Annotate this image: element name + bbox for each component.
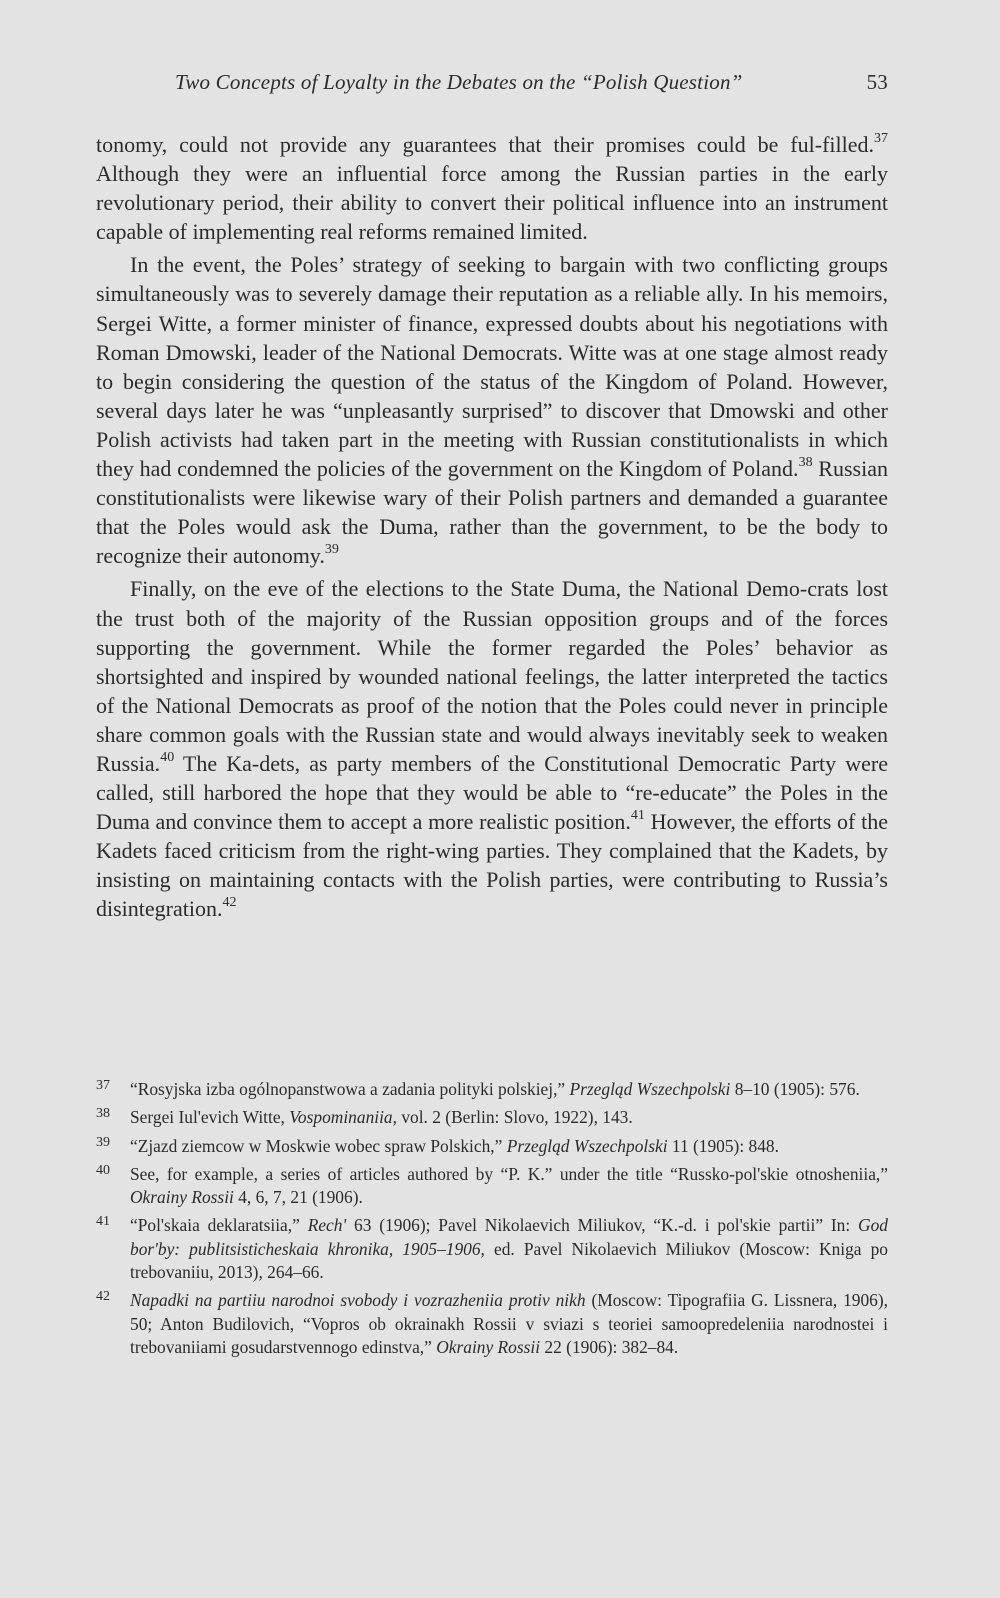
page-number: 53 xyxy=(866,70,888,94)
footnote-title: God bor'by: publitsisticheskaia khronika, 1905–1906, xyxy=(130,1215,888,1259)
paragraph-3 xyxy=(96,574,888,923)
paragraph-text: Russian constitutionalists were likewise wary of their Polish partners and demanded a guarantee that the Poles would ask the Duma, rather than the government, to be the body to recognize their autonomy. xyxy=(96,456,888,569)
footnote-text: “Rosyjska izba ogólnopanstwowa a zadania polityki polskiej,” xyxy=(130,1079,570,1099)
footnote-text: “Zjazd ziemcow w Moskwie wobec spraw Polskich,” xyxy=(130,1135,507,1156)
footnote-text: “Pol'skaia deklaratsiia,” xyxy=(130,1215,308,1236)
footnote-number: 40 xyxy=(96,1162,110,1178)
paragraph-text: tonomy, could not provide any guarantees that their promises could be ful-filled. xyxy=(96,132,874,157)
paragraph-text: In the event, the Poles’ strategy of seeking to bargain with two conflicting groups simultaneously was to severely damage their reputation as a reliable ally. In his memoirs, Sergei Witte, a former minister of finance, expressed doubts about his negotiations with Roman Dmowski, leader of the National Democrats. Witte was at one stage almost ready to begin considering the question of the status of the Kingdom of Poland. However, several days later he was “unpleasantly surprised” to discover that Dmowski and other Polish activists had taken part in the meeting with Russian constitutionalists in which they had condemned the policies of the government on the Kingdom of Poland. xyxy=(96,252,888,482)
footnote-text: 8–10 (1905): 576. xyxy=(730,1079,860,1099)
footnote-ref-38: 38 xyxy=(798,454,813,470)
footnote-text: ed. Pavel Nikolaevich Miliukov (Moscow: Kniga po trebovaniiu, 2013), 264–66. xyxy=(130,1238,888,1283)
footnote-text: 63 (1906); Pavel Nikolaevich Miliukov, “K.-d. i pol'skie partii” In: xyxy=(346,1215,859,1236)
footnote-title: Okrainy Rossii xyxy=(130,1187,234,1208)
footnote-ref-37: 37 xyxy=(874,130,888,146)
paragraph-1 xyxy=(96,130,888,246)
footnote-number: 42 xyxy=(96,1289,110,1305)
footnote-37 xyxy=(96,1078,888,1101)
footnote-41 xyxy=(96,1214,888,1284)
footnote-title: Napadki na partiiu narodnoi svobody i vozrazheniia protiv nikh xyxy=(130,1290,586,1311)
paragraph-2 xyxy=(96,250,888,570)
footnote-38 xyxy=(96,1106,888,1129)
footnote-text: 4, 6, 7, 21 (1906). xyxy=(233,1187,363,1208)
paragraph-text: The Ka-dets, as party members of the Constitutional Democratic Party were called, still harbored the hope that they would be able to “re-educate” the Poles in the Duma and convince them to accept a more realistic position. xyxy=(96,750,888,835)
footnote-title: Przegląd Wszechpolski xyxy=(569,1079,731,1099)
footnote-text: 11 (1905): 848. xyxy=(667,1135,779,1156)
footnote-ref-41: 41 xyxy=(630,807,645,823)
footnote-42 xyxy=(96,1289,888,1359)
footnote-number: 38 xyxy=(96,1106,110,1122)
running-title: Two Concepts of Loyalty in the Debates on the “Polish Question” xyxy=(175,70,743,94)
paragraph-text: Although they were an influential force among the Russian parties in the early revolutionary period, their ability to convert their political influence into an instrument capable of implementing real reforms remained limited. xyxy=(96,161,888,245)
footnote-title: Przegląd Wszechpolski xyxy=(506,1135,668,1156)
footnote-text: 22 (1906): 382–84. xyxy=(540,1336,679,1357)
paragraph-text: Finally, on the eve of the elections to the State Duma, the National Demo-crats lost the trust both of the majority of the Russian opposition groups and of the forces supporting the government. While the former regarded the Poles’ behavior as shortsighted and inspired by wounded national feelings, the latter interpreted the tactics of the National Democrats as proof of the notion that the Poles could never in principle share common goals with the Russian state and would always inevitably seek to weaken Russia. xyxy=(96,576,888,776)
paragraph-text: However, the efforts of the Kadets faced criticism from the right-wing parties. They complained that the Kadets, by insisting on maintaining contacts with the Polish parties, were contributing to Russia’s disintegration. xyxy=(96,809,888,922)
footnote-text: Sergei Iul'evich Witte, xyxy=(130,1107,290,1128)
footnote-number: 39 xyxy=(96,1134,110,1150)
footnote-ref-42: 42 xyxy=(222,895,237,911)
footnote-number: 41 xyxy=(96,1214,110,1230)
footnote-text: vol. 2 (Berlin: Slovo, 1922), 143. xyxy=(396,1107,633,1128)
footnote-number: 37 xyxy=(96,1078,110,1093)
footnote-title: Vospominaniia, xyxy=(289,1107,397,1128)
footnote-text: See, for example, a series of articles authored by “P. K.” under the title “Russko-pol'skie otnosheniia,” xyxy=(130,1163,888,1184)
footnote-title: Okrainy Rossii xyxy=(436,1336,541,1357)
footnote-text: (Moscow: Tipografiia G. Lissnera, 1906), 50; Anton Budilovich, “Vopros ob okrainakh Rossii v sviazi s teoriei samoopredeleniia narodnostei i trebovaniiami gosudarstvennogo edinstva,” xyxy=(130,1290,888,1357)
footnote-title: Rech' xyxy=(307,1215,347,1236)
footnote-40 xyxy=(96,1163,888,1210)
footnote-ref-39: 39 xyxy=(324,541,339,557)
footnote-ref-40: 40 xyxy=(160,749,175,765)
footnotes xyxy=(96,1078,888,1364)
footnote-39 xyxy=(96,1135,888,1158)
body-text xyxy=(96,130,888,924)
